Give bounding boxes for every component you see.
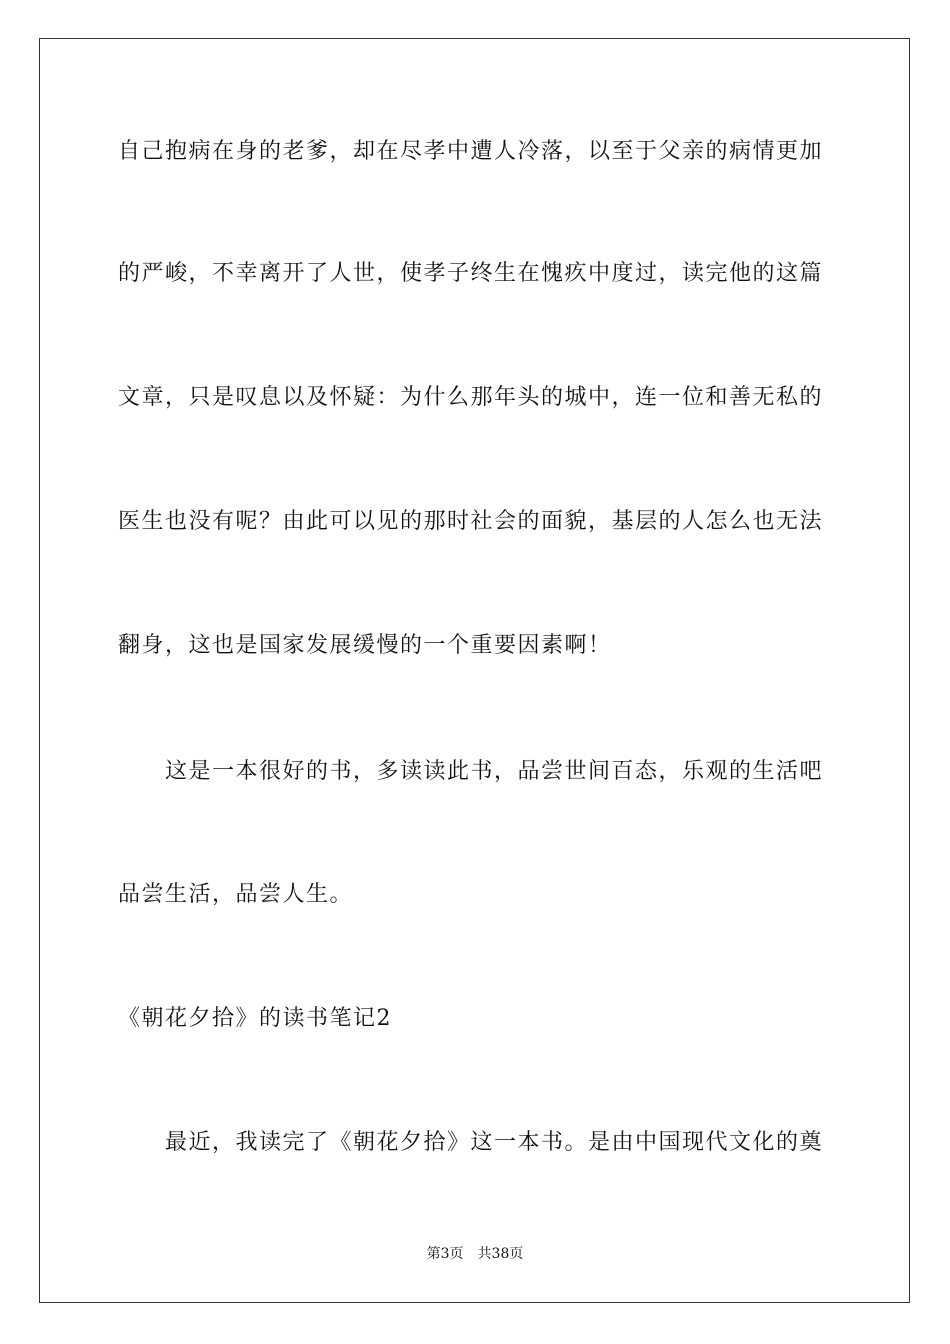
section-heading: 《朝花夕拾》的读书笔记2 [118,1006,392,1031]
page-total: 共38页 [477,1246,524,1262]
body-line: 文章，只是叹息以及怀疑：为什么那年头的城中，连一位和善无私的 [118,385,824,410]
body-line: 的严峻，不幸离开了人世，使孝子终生在愧疚中度过，读完他的这篇 [118,261,824,286]
body-line: 医生也没有呢？由此可以见的那时社会的面貌，基层的人怎么也无法 [118,509,824,534]
body-line: 翻身，这也是国家发展缓慢的一个重要因素啊！ [118,633,612,658]
paragraph-line: 最近，我读完了《朝花夕拾》这一本书。是由中国现代文化的奠 [165,1130,824,1155]
paragraph-line: 这是一本很好的书，多读读此书，品尝世间百态，乐观的生活吧 [165,759,824,784]
body-line: 自己抱病在身的老爹，却在尽孝中遭人冷落，以至于父亲的病情更加 [118,139,824,164]
page-border [39,38,910,1303]
body-line: 品尝生活，品尝人生。 [118,882,354,907]
page-number: 第3页 [426,1246,464,1262]
page-footer [0,1244,950,1264]
